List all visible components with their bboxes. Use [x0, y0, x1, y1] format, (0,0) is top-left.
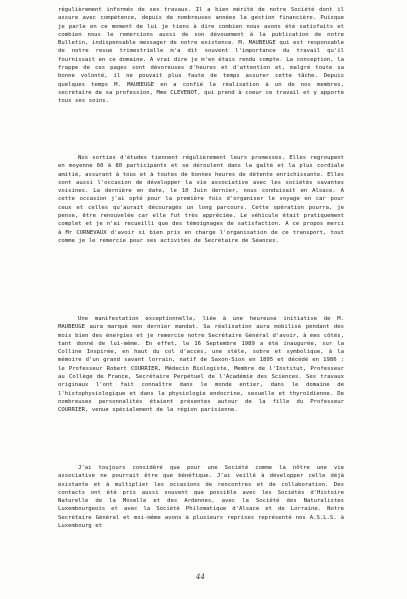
paragraph-study-outings [58, 154, 344, 245]
paragraph-text: Une manifestation exceptionnelle, liée à une heureuse initiative de M. MAUBEUGE aura marqué mon dernier mandat. Sa réalisation aura mobilisé pendant des mois bien des énergies et je remercie notre Secrétaire Général d'avoir, à mes côtés, tant donné de lui-même. En effet, le 16 Septembre 1989 a été inaugurée, sur la Colline Inspirée, en haut du col d'accès, une stèle, sobre et symbolique, à la mémoire d'un grand savant lorrain, natif de Saxon-Sion en 1895 et décédé en 1986 : le Professeur Robert COURRIER, Médecin Biologiste, Membre de l'Institut, Professeur au Collège de France, Secrétaire Perpétuel de l'Académie des Sciences. Ses travaux originaux l'ont fait connaître dans le monde entier, dans le domaine de l'histophysiologique et dans la physiologie endocrine, sexuelle et thyroïdienne. De nombreuses personnalités étaient présentes autour de la fille du Professeur COURRIER, venue spécialement de la région parisienne. [58, 316, 344, 414]
page-number: 44 [196, 573, 205, 581]
paragraph-courrier-stele [58, 315, 344, 415]
paragraph-treasurer-bulletin [58, 6, 344, 106]
paragraph-text: Nos sorties d'études tiennent régulièrement leurs promesses. Elles regroupent en moyenne 60 à 80 participants et se déroulent dans la gaîté et la plus cordiale amitié, assurant à tous et à toutes de bonnes heures de détente enrichissante. Elles sont aussi l'occasion de développer la vie associative avec les sociétés savantes voisines. La dernière en date, le 10 Juin dernier, nous conduisait en Alsace. A cette occasion j'ai opté pour la première fois d'organiser le voyage en car pour ceux et celles qu'aurait découragés un long parcours. Cette opération pourra, je pense, être renouvelée car elle fut très appréciée. Le véhicule était pratiquement complet et je n'ai recueilli que des témoignages de satisfaction. A ce propos merci à Mr CORNEVAUX d'avoir si bien pris en charge l'organisation de ce transport, tout comme je le remercie pour ses activités de Secrétaire de Séances. [58, 155, 344, 244]
paragraph-text: J'ai toujours considéré que pour une Société comme la nôtre une vie associative ne pourrait être que bénéfique. J'ai veillé à développer celle déjà existante et à multiplier les occasions de rencontres et de collaboration. Des contacts ont été pris aussi souvent que possible avec les Sociétés d'Histoire Naturelle de la Moselle et des Ardennes, avec la Société des Naturalistes Luxembourgeois et avec la Société Philomatique d'Alsace et de Lorraine. Notre Secrétaire Général et moi-même avons à plusieurs reprises représenté nos A.S.L.S. à Luxembourg et [58, 465, 344, 530]
paragraph-text: régulièrement informés de ses travaux. Il a bien mérité de notre Société dont il assure avec compétence, depuis de nombreuses années la gestion financière. Puisque je parle en ce moment de lui je tiens à dire combien nous avons été satisfaits et combien nous le remercions aussi de son dévouement à la publication de notre Bulletin, indispensable messager de notre existence. M. MAUBEUGE qui est responsable de notre revue trimestrielle m'a dit souvent l'importance du travail qu'il fournissait en ce domaine. A vrai dire je m'en étais rendu compte. La conception, la frappe de ces pages sont dévoreuses d'heures et d'attention et, malgré toute sa bonne volonté, il ne pouvait plus faute de temps assurer cette tâche. Depuis quelques temps M. MAUBEUGE en a confié la réalisation à un de nos membres, secrétaire de sa profession, Mme CLEVENOT, qui prend à coeur ce travail et y apporte tous ses soins. [58, 7, 344, 105]
paragraph-associative-life [58, 464, 344, 530]
